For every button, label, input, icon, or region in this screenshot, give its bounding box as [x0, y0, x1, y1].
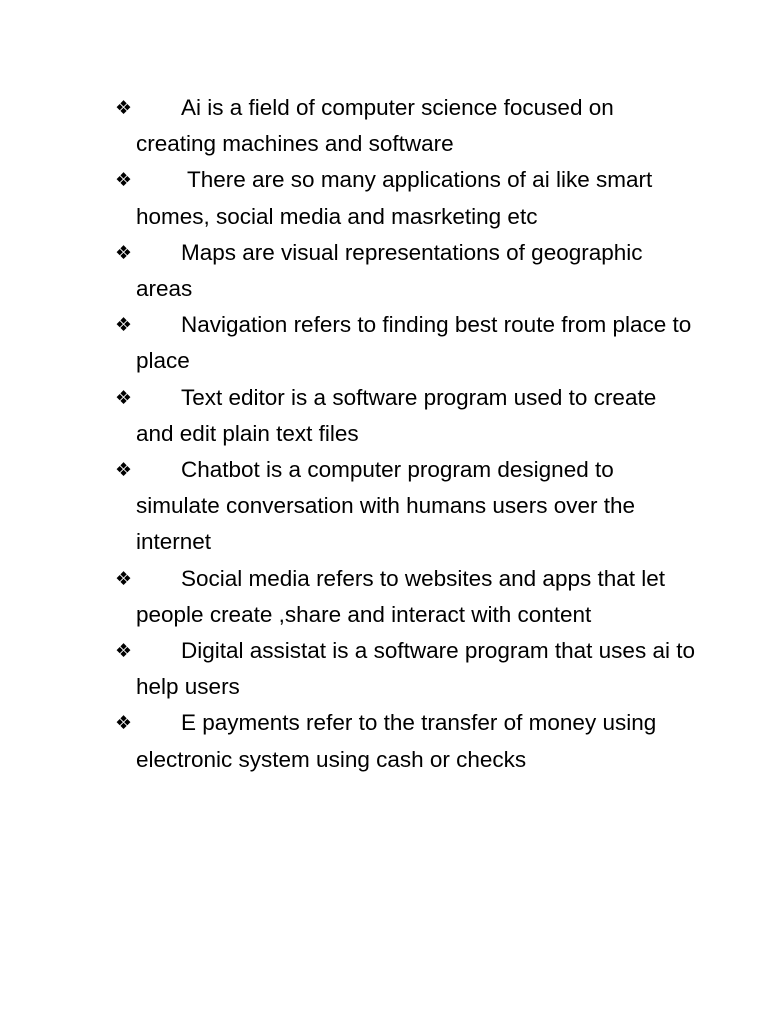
diamond-bullet-icon: ❖: [115, 712, 133, 735]
diamond-bullet-icon: ❖: [115, 567, 133, 590]
list-item-text: Social media refers to websites and apps that let people create ,share and interact with content: [136, 565, 666, 627]
list-item-text: There are so many applications of ai like smart homes, social media and masrketing etc: [136, 167, 653, 229]
list-item: [115, 705, 695, 777]
bullet-list: [115, 90, 695, 778]
list-item-text: Chatbot is a computer program designed to simulate conversation with humans users over the internet: [136, 457, 635, 555]
list-item: [115, 380, 695, 452]
diamond-bullet-icon: ❖: [115, 97, 133, 119]
list-item-text: Navigation refers to finding best route from place to place: [136, 312, 692, 374]
list-item-text: Digital assistat is a software program that uses ai to help users: [136, 638, 695, 700]
list-item: [115, 561, 695, 633]
list-item: [115, 633, 695, 705]
diamond-bullet-icon: ❖: [115, 459, 133, 482]
list-item: [115, 90, 695, 162]
list-item-text: Text editor is a software program used to create and edit plain text files: [136, 384, 657, 446]
diamond-bullet-icon: ❖: [115, 241, 133, 264]
list-item: [115, 235, 695, 307]
list-item-text: Maps are visual representations of geographic areas: [136, 239, 643, 302]
diamond-bullet-icon: ❖: [115, 314, 133, 337]
diamond-bullet-icon: ❖: [115, 386, 133, 409]
diamond-bullet-icon: ❖: [115, 169, 133, 192]
list-item: [115, 307, 695, 379]
diamond-bullet-icon: ❖: [115, 640, 133, 663]
list-item: [115, 162, 695, 234]
list-item-text: Ai is a field of computer science focused on creating machines and software: [136, 95, 614, 157]
list-item: [115, 452, 695, 561]
list-item-text: E payments refer to the transfer of money using electronic system using cash or checks: [136, 710, 657, 772]
